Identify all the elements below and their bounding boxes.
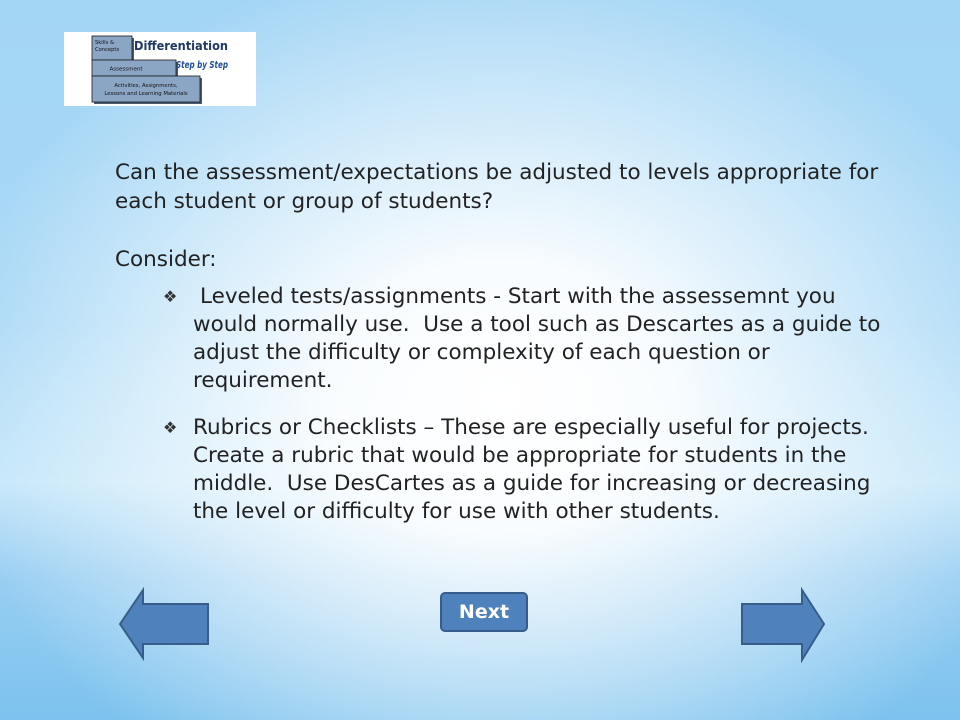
- question-line: each student or group of students?: [115, 189, 494, 214]
- bullet-item-rubrics: [163, 414, 923, 526]
- bullet-text-line: Rubrics or Checklists – These are especially useful for projects.: [193, 415, 869, 440]
- next-button-label: Next: [458, 600, 510, 623]
- logo-graphic: [64, 32, 256, 106]
- logo-top-step-line: Skills &: [95, 40, 115, 46]
- consider-label: Consider:: [115, 247, 217, 272]
- logo-subtitle: Step by Step: [176, 60, 229, 71]
- bullet-text-line: adjust the difficulty or complexity of each question or: [193, 340, 770, 365]
- right-arrow-icon: [739, 587, 827, 663]
- logo-top-step-line: Concepts: [95, 47, 120, 53]
- left-arrow-shape: [120, 590, 208, 658]
- next-button[interactable]: [440, 592, 528, 632]
- bullet-text-line: Create a rubric that would be appropriate for students in the: [193, 443, 847, 468]
- bullet-item-leveled-tests: [163, 283, 923, 395]
- diamond-bullet-icon: ❖: [163, 287, 178, 306]
- question: [115, 158, 878, 216]
- logo-bottom-step-line: Lessons and Learning Materials: [104, 91, 188, 97]
- bullet-text-line: Leveled tests/assignments - Start with the assessemnt you: [200, 284, 836, 309]
- previous-slide-button[interactable]: [117, 587, 211, 661]
- left-arrow-icon: [117, 587, 211, 661]
- logo: [64, 32, 256, 106]
- bullet-text: [193, 414, 923, 526]
- bullet-text-line: the level or difficulty for use with other students.: [193, 499, 720, 524]
- next-slide-button[interactable]: [739, 587, 827, 663]
- bullet-text-line: requirement.: [193, 368, 333, 393]
- bullet-text-line: middle. Use DesCartes as a guide for increasing or decreasing: [193, 471, 871, 496]
- right-arrow-shape: [742, 590, 824, 660]
- question-line: Can the assessment/expectations be adjusted to levels appropriate for: [115, 160, 879, 185]
- logo-middle-step-label: Assessment: [109, 66, 143, 73]
- bullet-text: [193, 283, 923, 395]
- diamond-bullet-icon: ❖: [163, 418, 178, 437]
- bullet-text-line: would normally use. Use a tool such as Descartes as a guide to: [193, 312, 881, 337]
- logo-title: Differentiation: [134, 38, 228, 53]
- logo-bottom-step-line: Activities, Assignments,: [114, 83, 178, 89]
